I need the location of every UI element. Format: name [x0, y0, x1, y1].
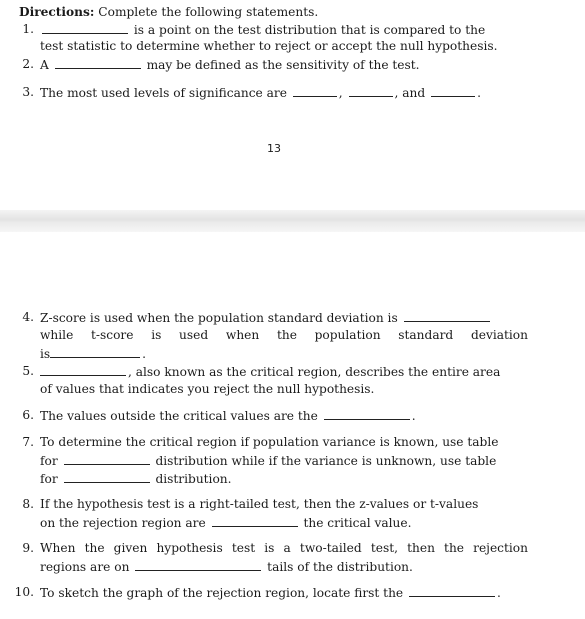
question-number: 2. [22, 57, 34, 71]
answer-blank[interactable] [293, 84, 337, 97]
question-number: 9. [22, 541, 34, 555]
question-text: for [40, 472, 58, 486]
question-number: 4. [22, 310, 34, 324]
question-4-line-1 [40, 309, 492, 326]
answer-blank[interactable] [42, 21, 128, 34]
and-text: , and [394, 86, 426, 100]
comma: , [338, 86, 343, 100]
question-text: tails of the distribution. [267, 560, 413, 574]
question-text: The most used levels of significance are [40, 86, 287, 100]
question-text: If the hypothesis test is a right-tailed test, then the z-values or t-values [40, 497, 479, 511]
question-3-line [40, 84, 481, 101]
period: . [477, 86, 481, 100]
question-10-line [40, 584, 501, 601]
worksheet-page-top [0, 0, 585, 210]
period: . [497, 586, 501, 600]
question-text: When the given hypothesis test is a two-tailed test, then the rejection [40, 541, 528, 555]
question-9-line-2 [40, 558, 413, 575]
answer-blank[interactable] [212, 514, 298, 527]
question-text: distribution while if the variance is unknown, use table [155, 454, 497, 468]
question-number: 5. [22, 364, 34, 378]
question-text: the critical value. [303, 516, 412, 530]
answer-blank[interactable] [409, 584, 495, 597]
question-5-line-1 [40, 363, 500, 380]
question-7-line-3 [40, 470, 232, 487]
period: . [142, 347, 147, 361]
answer-blank[interactable] [64, 452, 150, 465]
question-number: 7. [22, 435, 34, 449]
answer-blank[interactable] [40, 363, 126, 376]
answer-blank[interactable] [135, 558, 261, 571]
question-text: , also known as the critical region, describes the entire area [128, 365, 501, 379]
question-text: To determine the critical region if population variance is known, use table [40, 435, 499, 449]
question-6-line [40, 407, 416, 424]
question-1-line-1 [40, 21, 485, 38]
worksheet-page-bottom [0, 232, 585, 619]
answer-blank[interactable] [50, 345, 140, 358]
question-7-line-2 [40, 452, 496, 469]
page-number: 13 [267, 142, 281, 155]
question-text: test statistic to determine whether to reject or accept the null hypothesis. [40, 39, 498, 53]
directions-text: Complete the following statements. [98, 5, 319, 19]
answer-blank[interactable] [64, 470, 150, 483]
question-number: 1. [22, 22, 34, 36]
answer-blank[interactable] [404, 309, 490, 322]
question-number: 10. [14, 585, 34, 599]
question-text: To sketch the graph of the rejection region, locate first the [40, 586, 404, 600]
question-number: 8. [22, 497, 34, 511]
question-text: may be defined as the sensitivity of the test. [146, 58, 420, 72]
question-number: 3. [22, 85, 34, 99]
directions-label: Directions: [19, 5, 95, 19]
question-text: The values outside the critical values are the [40, 409, 318, 423]
answer-blank[interactable] [324, 407, 410, 420]
period: . [411, 409, 416, 423]
question-8-line-2 [40, 514, 412, 531]
page-break [0, 210, 585, 232]
question-text: A [40, 58, 49, 72]
question-text: regions are on [40, 560, 130, 574]
answer-blank[interactable] [55, 56, 141, 69]
question-text: for [40, 454, 58, 468]
question-4-line-3 [40, 345, 146, 362]
question-text: while t-score is used when the population standard deviation [40, 328, 528, 342]
question-text: of values that indicates you reject the null hypothesis. [40, 382, 375, 396]
directions-heading [19, 4, 318, 20]
question-number: 6. [22, 408, 34, 422]
question-text: Z-score is used when the population standard deviation is [40, 311, 398, 325]
answer-blank[interactable] [349, 84, 393, 97]
question-text: is [40, 347, 51, 361]
question-text: is a point on the test distribution that is compared to the [133, 23, 486, 37]
question-text: distribution. [155, 472, 232, 486]
answer-blank[interactable] [431, 84, 475, 97]
question-text: on the rejection region are [40, 516, 206, 530]
question-2-line [40, 56, 420, 73]
